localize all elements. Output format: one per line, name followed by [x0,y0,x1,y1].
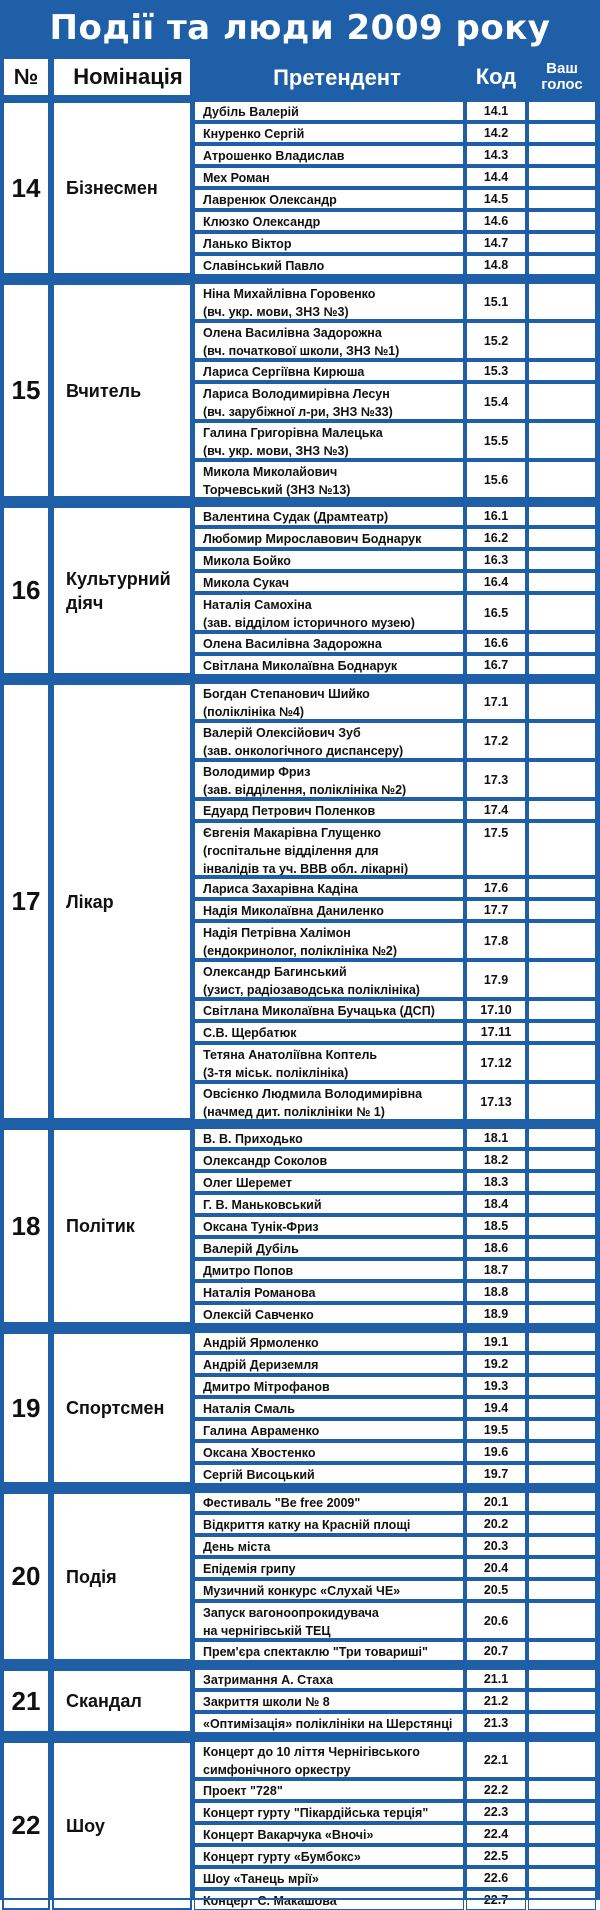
candidate-code: 15.3 [466,361,526,381]
candidate-name: Наталія Самохіна (зав. відділом історичного музею) [194,594,464,631]
candidate-code: 22.1 [466,1741,526,1778]
candidate-code: 21.3 [466,1713,526,1733]
vote-box[interactable] [528,900,596,920]
vote-box[interactable] [528,1669,596,1689]
vote-box[interactable] [528,822,596,876]
candidate-name: Світлана Миколаївна Бучацька (ДСП) [194,1000,464,1020]
candidate-code: 18.6 [466,1238,526,1258]
candidate-name: Концерт гурту «Бумбокс» [194,1846,464,1866]
vote-box[interactable] [528,1741,596,1778]
vote-box[interactable] [528,1354,596,1374]
candidate-name: Микола Миколайович Торчевський (ЗНЗ №13) [194,461,464,498]
candidate-name: Мех Роман [194,167,464,187]
candidate-name: Микола Бойко [194,550,464,570]
candidate-name: Валерій Олексійович Зуб (зав. онкологічного диспансеру) [194,722,464,759]
candidate-code: 22.3 [466,1802,526,1822]
vote-box[interactable] [528,167,596,187]
candidate-name: Едуард Петрович Поленков [194,800,464,820]
nomination-category: Політик [52,1128,192,1324]
candidate-code: 15.6 [466,461,526,498]
candidate-code: 17.12 [466,1044,526,1081]
vote-box[interactable] [528,383,596,420]
candidate-code: 16.4 [466,572,526,592]
candidate-code: 17.11 [466,1022,526,1042]
vote-box[interactable] [528,1514,596,1534]
nomination-number: 15 [2,283,50,498]
candidate-name: Олександр Соколов [194,1150,464,1170]
candidate-code: 18.4 [466,1194,526,1214]
candidate-code: 17.9 [466,961,526,998]
candidate-code: 22.2 [466,1780,526,1800]
vote-box[interactable] [528,506,596,526]
candidate-name: Олена Василівна Задорожна [194,633,464,653]
nomination-category: Спортсмен [52,1332,192,1484]
candidate-name: Світлана Миколаївна Боднарук [194,655,464,675]
candidate-code: 19.7 [466,1464,526,1484]
candidate-code: 16.7 [466,655,526,675]
candidate-code: 16.6 [466,633,526,653]
vote-box[interactable] [528,761,596,798]
candidate-name: Ланько Віктор [194,233,464,253]
candidate-code: 19.2 [466,1354,526,1374]
vote-box[interactable] [528,1492,596,1512]
candidate-code: 15.1 [466,283,526,320]
candidate-name: Концерт С. Макашова [194,1890,464,1910]
candidate-name: Затримання А. Стаха [194,1669,464,1689]
candidate-code: 20.4 [466,1558,526,1578]
vote-box[interactable] [528,550,596,570]
nomination-number: 20 [2,1492,50,1661]
candidate-code: 18.5 [466,1216,526,1236]
vote-box[interactable] [528,1000,596,1020]
vote-box[interactable] [528,594,596,631]
candidate-code: 17.3 [466,761,526,798]
nomination-number: 14 [2,101,50,275]
vote-box[interactable] [528,683,596,720]
candidate-name: Фестиваль "Be free 2009" [194,1492,464,1512]
candidate-code: 21.1 [466,1669,526,1689]
candidate-code: 14.3 [466,145,526,165]
nomination-category: Бізнесмен [52,101,192,275]
candidate-name: Надія Петрівна Халімон (ендокринолог, поліклініка №2) [194,922,464,959]
vote-box[interactable] [528,422,596,459]
candidate-name: Євгенія Макарівна Глущенко (госпітальне відділення для інвалідів та уч. ВВВ обл. лікарні) [194,822,464,876]
candidate-name: Олексій Савченко [194,1304,464,1324]
vote-box[interactable] [528,1216,596,1236]
vote-box[interactable] [528,1890,596,1910]
candidate-code: 20.1 [466,1492,526,1512]
candidate-name: Лавренюк Олександр [194,189,464,209]
candidate-code: 22.6 [466,1868,526,1888]
candidate-code: 18.1 [466,1128,526,1148]
candidate-name: Кнуренко Сергій [194,123,464,143]
candidate-name: Відкриття катку на Красній площі [194,1514,464,1534]
candidate-name: Клюзко Олександр [194,211,464,231]
candidate-code: 20.3 [466,1536,526,1556]
vote-box[interactable] [528,1282,596,1302]
candidate-code: 20.6 [466,1602,526,1639]
candidate-name: Сергій Висоцький [194,1464,464,1484]
candidate-name: Проект "728" [194,1780,464,1800]
vote-box[interactable] [528,461,596,498]
vote-box[interactable] [528,1602,596,1639]
vote-box[interactable] [528,922,596,959]
candidate-name: Олександр Багинський (узист, радіозаводська поліклініка) [194,961,464,998]
candidate-name: Концерт до 10 ліття Чернігівського симфонічного оркестру [194,1741,464,1778]
candidate-code: 22.7 [466,1890,526,1910]
vote-box[interactable] [528,961,596,998]
candidate-code: 19.3 [466,1376,526,1396]
vote-box[interactable] [528,1536,596,1556]
candidate-code: 17.13 [466,1083,526,1120]
header-code: Код [466,57,526,97]
vote-box[interactable] [528,1691,596,1711]
candidate-name: Надія Миколаївна Даниленко [194,900,464,920]
candidate-code: 15.5 [466,422,526,459]
vote-box[interactable] [528,1238,596,1258]
vote-box[interactable] [528,101,596,121]
candidate-code: 18.9 [466,1304,526,1324]
candidate-name: Славінський Павло [194,255,464,275]
candidate-name: Андрій Дериземля [194,1354,464,1374]
candidate-code: 18.3 [466,1172,526,1192]
vote-box[interactable] [528,1172,596,1192]
vote-box[interactable] [528,123,596,143]
nomination-category: Культурний діяч [52,506,192,675]
candidate-code: 16.5 [466,594,526,631]
vote-box[interactable] [528,1332,596,1352]
vote-box[interactable] [528,528,596,548]
candidate-code: 14.2 [466,123,526,143]
candidate-name: Закриття школи № 8 [194,1691,464,1711]
candidate-code: 20.7 [466,1641,526,1661]
nomination-number: 22 [2,1741,50,1910]
vote-box[interactable] [528,189,596,209]
vote-box[interactable] [528,283,596,320]
candidate-name: Валерій Дубіль [194,1238,464,1258]
vote-box[interactable] [528,1442,596,1462]
candidate-name: Лариса Володимирівна Лесун (вч. зарубіжної л-ри, ЗНЗ №33) [194,383,464,420]
vote-box[interactable] [528,1868,596,1888]
candidate-code: 17.2 [466,722,526,759]
nomination-number: 18 [2,1128,50,1324]
candidate-code: 17.6 [466,878,526,898]
vote-box[interactable] [528,1641,596,1661]
candidate-code: 20.2 [466,1514,526,1534]
nomination-category: Скандал [52,1669,192,1733]
nomination-category: Лікар [52,683,192,1120]
candidate-code: 14.1 [466,101,526,121]
vote-box[interactable] [528,361,596,381]
candidate-code: 19.1 [466,1332,526,1352]
header-vote: Ваш голос [528,57,596,97]
candidate-name: Г. В. Маньковський [194,1194,464,1214]
vote-box[interactable] [528,1128,596,1148]
candidate-name: Концерт гурту "Пікардійська терція" [194,1802,464,1822]
vote-box[interactable] [528,1260,596,1280]
candidate-name: Музичний конкурс «Слухай ЧЕ» [194,1580,464,1600]
vote-box[interactable] [528,1376,596,1396]
candidate-code: 19.6 [466,1442,526,1462]
candidate-code: 18.2 [466,1150,526,1170]
nomination-category: Вчитель [52,283,192,498]
candidate-name: Тетяна Анатоліївна Коптель (3-тя міськ. поліклініка) [194,1044,464,1081]
vote-box[interactable] [528,633,596,653]
candidate-code: 17.10 [466,1000,526,1020]
vote-box[interactable] [528,255,596,275]
header-candidate: Претендент [194,57,480,99]
candidate-code: 17.8 [466,922,526,959]
candidate-name: Оксана Тунік-Фриз [194,1216,464,1236]
candidate-name: Овсієнко Людмила Володимирівна (начмед дит. поліклініки № 1) [194,1083,464,1120]
candidate-name: Лариса Сергіївна Кирюша [194,361,464,381]
candidate-name: Андрій Ярмоленко [194,1332,464,1352]
vote-box[interactable] [528,1713,596,1733]
vote-box[interactable] [528,1022,596,1042]
vote-box[interactable] [528,1398,596,1418]
candidate-name: Володимир Фриз (зав. відділення, поліклініка №2) [194,761,464,798]
vote-box[interactable] [528,800,596,820]
candidate-code: 16.2 [466,528,526,548]
candidate-code: 14.7 [466,233,526,253]
vote-box[interactable] [528,1044,596,1081]
nomination-category: Подія [52,1492,192,1661]
candidate-code: 14.8 [466,255,526,275]
nomination-category: Шоу [52,1741,192,1910]
candidate-code: 22.4 [466,1824,526,1844]
candidate-name: Шоу «Танець мрії» [194,1868,464,1888]
page-title: Події та люди 2009 року [0,0,600,55]
candidate-name: Микола Сукач [194,572,464,592]
candidate-code: 17.7 [466,900,526,920]
vote-box[interactable] [528,1420,596,1440]
vote-box[interactable] [528,1194,596,1214]
candidate-name: Ніна Михайлівна Горовенко (вч. укр. мови, ЗНЗ №3) [194,283,464,320]
candidate-name: Валентина Судак (Драмтеатр) [194,506,464,526]
vote-box[interactable] [528,572,596,592]
candidate-code: 14.4 [466,167,526,187]
candidate-code: 18.7 [466,1260,526,1280]
candidate-name: Галина Авраменко [194,1420,464,1440]
candidate-code: 17.4 [466,800,526,820]
candidate-name: Олена Василівна Задорожна (вч. початкової школи, ЗНЗ №1) [194,322,464,359]
vote-box[interactable] [528,722,596,759]
vote-box[interactable] [528,1558,596,1578]
candidate-name: Дмитро Мітрофанов [194,1376,464,1396]
candidate-name: Епідемія грипу [194,1558,464,1578]
nomination-number: 16 [2,506,50,675]
candidate-code: 22.5 [466,1846,526,1866]
candidate-name: Концерт Вакарчука «Вночі» [194,1824,464,1844]
candidate-code: 17.1 [466,683,526,720]
vote-box[interactable] [528,878,596,898]
candidate-name: Оксана Хвостенко [194,1442,464,1462]
header-category: Номінація [52,57,192,97]
candidate-code: 14.6 [466,211,526,231]
vote-box[interactable] [528,1802,596,1822]
candidate-name: Дмитро Попов [194,1260,464,1280]
candidate-name: Прем'єра спектаклю "Три товариші" [194,1641,464,1661]
candidate-code: 16.3 [466,550,526,570]
vote-box[interactable] [528,1780,596,1800]
vote-box[interactable] [528,655,596,675]
candidate-code: 17.5 [466,822,526,876]
nomination-number: 17 [2,683,50,1120]
candidate-code: 19.4 [466,1398,526,1418]
candidate-name: Запуск вагоноопрокидувача на чернігівській ТЕЦ [194,1602,464,1639]
nomination-number: 21 [2,1669,50,1733]
candidate-name: Дубіль Валерій [194,101,464,121]
vote-box[interactable] [528,1846,596,1866]
vote-box[interactable] [528,1083,596,1120]
candidate-name: Богдан Степанович Шийко (поліклініка №4) [194,683,464,720]
vote-box[interactable] [528,211,596,231]
candidate-name: Наталія Смаль [194,1398,464,1418]
candidate-code: 16.1 [466,506,526,526]
candidate-code: 14.5 [466,189,526,209]
vote-box[interactable] [528,1304,596,1324]
candidate-code: 15.4 [466,383,526,420]
candidate-code: 15.2 [466,322,526,359]
candidate-code: 18.8 [466,1282,526,1302]
vote-box[interactable] [528,1464,596,1484]
candidate-name: День міста [194,1536,464,1556]
candidate-name: С.В. Щербатюк [194,1022,464,1042]
candidate-name: Олег Шеремет [194,1172,464,1192]
vote-box[interactable] [528,1150,596,1170]
candidate-code: 21.2 [466,1691,526,1711]
vote-box[interactable] [528,233,596,253]
candidate-name: «Оптимізація» поліклініки на Шерстянці [194,1713,464,1733]
header-num: № [2,57,50,97]
candidate-name: Атрошенко Владислав [194,145,464,165]
candidate-code: 19.5 [466,1420,526,1440]
candidate-name: Галина Григорівна Малецька (вч. укр. мови, ЗНЗ №3) [194,422,464,459]
vote-box[interactable] [528,1580,596,1600]
vote-box[interactable] [528,322,596,359]
vote-box[interactable] [528,145,596,165]
vote-box[interactable] [528,1824,596,1844]
candidate-name: В. В. Приходько [194,1128,464,1148]
candidate-name: Любомир Мирославович Боднарук [194,528,464,548]
candidate-code: 20.5 [466,1580,526,1600]
nomination-number: 19 [2,1332,50,1484]
candidate-name: Лариса Захарівна Кадіна [194,878,464,898]
candidate-name: Наталія Романова [194,1282,464,1302]
